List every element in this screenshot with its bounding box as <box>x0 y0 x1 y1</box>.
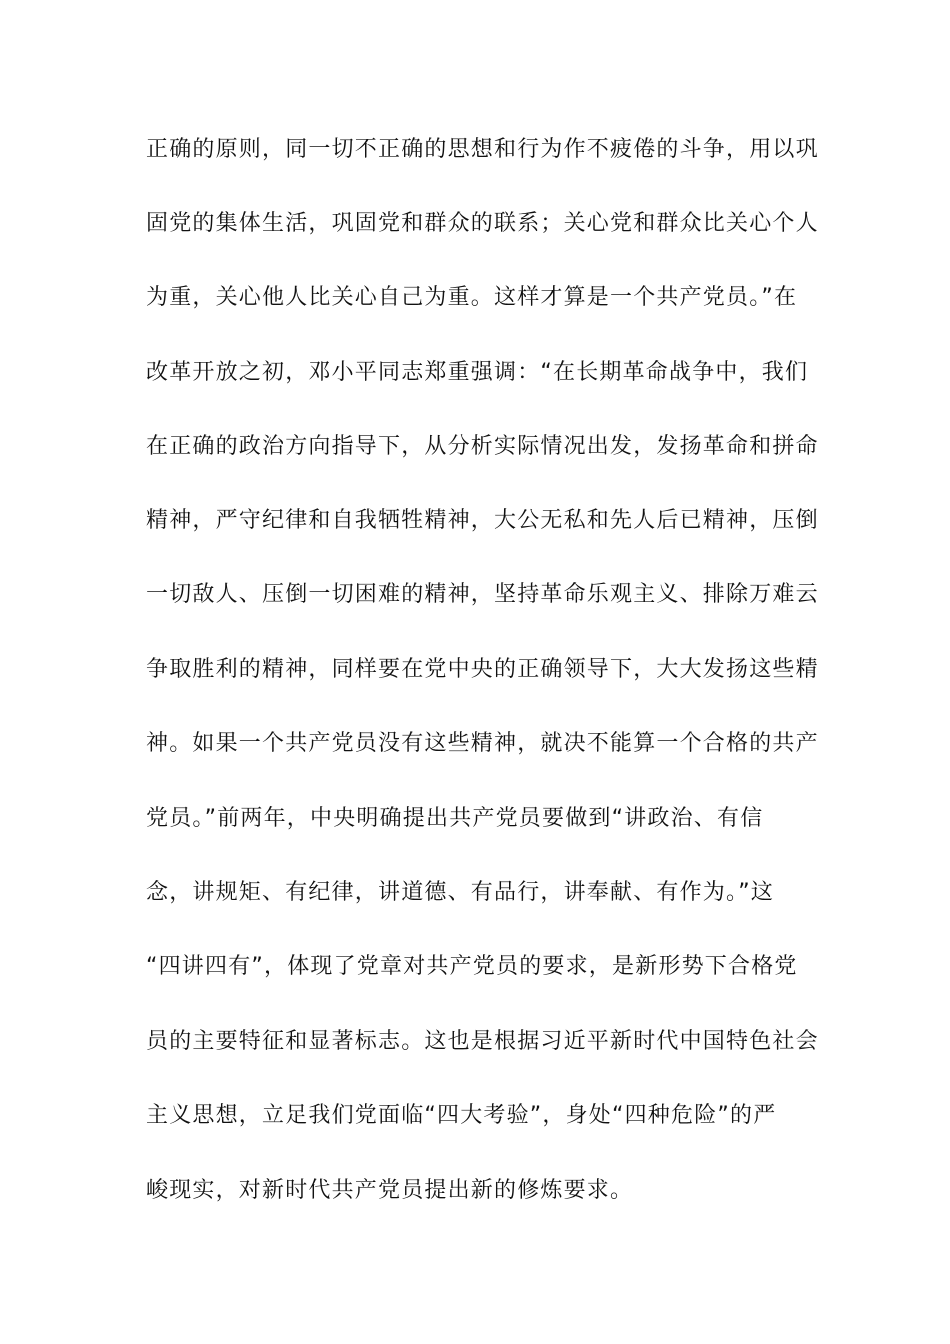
text-line: 正确的原则，同一切不正确的思想和行为作不疲倦的斗争，用以巩 <box>146 137 819 162</box>
text-line: 主义思想，立足我们党面临“四大考验”，身处“四种危险”的严 <box>146 1103 777 1128</box>
text-line: 党员。”前两年，中央明确提出共产党员要做到“讲政治、有信 <box>146 806 764 831</box>
text-line: 一切敌人、压倒一切困难的精神，坚持革命乐观主义、排除万难云 <box>146 582 819 607</box>
text-line: 念，讲规矩、有纪律，讲道德、有品行，讲奉献、有作为。”这 <box>146 880 774 905</box>
text-line: 为重，关心他人比关心自己为重。这样才算是一个共产党员。”在 <box>146 285 798 310</box>
text-line: 固党的集体生活，巩固党和群众的联系；关心党和群众比关心个人 <box>146 211 819 236</box>
text-line: 员的主要特征和显著标志。这也是根据习近平新时代中国特色社会 <box>146 1029 819 1054</box>
text-line: 在正确的政治方向指导下，从分析实际情况出发，发扬革命和拼命 <box>146 434 819 459</box>
text-line: 精神，严守纪律和自我牺牲精神，大公无私和先人后已精神，压倒 <box>146 508 819 533</box>
text-line: 神。如果一个共产党员没有这些精神，就决不能算一个合格的共产 <box>146 731 819 756</box>
text-line: “四讲四有”，体现了党章对共产党员的要求，是新形势下合格党 <box>146 954 798 979</box>
text-line: 峻现实，对新时代共产党员提出新的修炼要求。 <box>146 1178 634 1203</box>
text-line: 争取胜利的精神，同样要在党中央的正确领导下，大大发扬这些精 <box>146 657 819 682</box>
text-line: 改革开放之初，邓小平同志郑重强调：“在长期革命战争中，我们 <box>146 360 809 385</box>
